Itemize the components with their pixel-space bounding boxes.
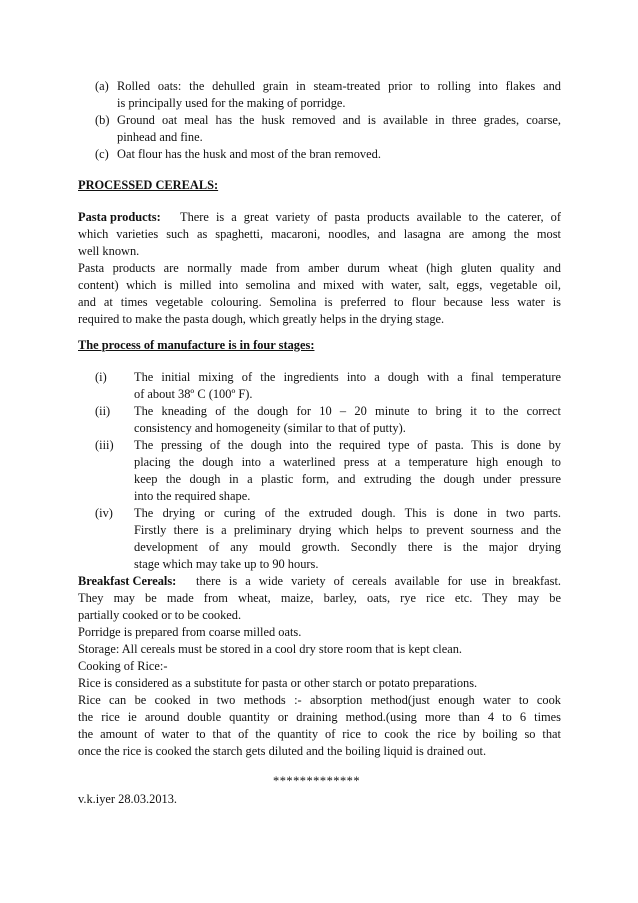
cooking-rice-heading: Cooking of Rice:- — [78, 659, 168, 673]
pasta-lead: Pasta products: — [78, 210, 161, 224]
stage-ii-line-1: The kneading of the dough for 10 – 20 minute to bring it to the correct — [134, 404, 561, 418]
stage-i-line-2: of about 38º C (100º F). — [134, 387, 253, 401]
breakfast-lead: Breakfast Cereals: — [78, 574, 177, 588]
porridge-line: Porridge is prepared from coarse milled oats. — [78, 625, 302, 639]
oats-item-c-label: (c) — [95, 147, 109, 161]
stage-iv-line-4: stage which may take up to 90 hours. — [134, 557, 319, 571]
storage-line: Storage: All cereals must be stored in a cool dry store room that is kept clean. — [78, 642, 463, 656]
stage-iv-label: (iv) — [95, 506, 113, 520]
oats-item-b-line-2: pinhead and fine. — [117, 130, 203, 144]
breakfast-line-2: They may be made from wheat, maize, barley, oats, rye rice etc. They may be — [78, 591, 561, 605]
breakfast-line-3: partially cooked or to be cooked. — [78, 608, 242, 622]
rice-line-5: once the rice is cooked the starch gets diluted and the boiling liquid is drained out. — [78, 744, 487, 758]
stage-i-line-1: The initial mixing of the ingredients into a dough with a final temperature — [134, 370, 561, 384]
stage-iii-line-3: keep the dough in a plastic form, and extruding the dough under pressure — [134, 472, 561, 486]
pasta-line-1: There is a great variety of pasta products available to the caterer, of — [180, 210, 561, 224]
oats-item-a-line-2: is principally used for the making of porridge. — [117, 96, 346, 110]
stage-iii-line-2: placing the dough into a waterlined press at a temperature high enough to — [134, 455, 561, 469]
stage-iii-label: (iii) — [95, 438, 114, 452]
pasta-line-5: content) which is milled into semolina and mixed with water, salt, eggs, vegetable oil, — [78, 278, 561, 292]
oats-item-c-line-1: Oat flour has the husk and most of the bran removed. — [117, 147, 381, 161]
pasta-line-6: and at times vegetable colouring. Semolina is preferred to flour because less water is — [78, 295, 561, 309]
separator-stars: ************* — [273, 774, 361, 788]
signature-line: v.k.iyer 28.03.2013. — [78, 792, 177, 806]
rice-line-2: Rice can be cooked in two methods :- absorption method(just enough water to cook — [78, 693, 561, 707]
stage-iv-line-2: Firstly there is a preliminary drying which helps to prevent sourness and the — [134, 523, 561, 537]
rice-line-1: Rice is considered as a substitute for pasta or other starch or potato preparations. — [78, 676, 478, 690]
stage-iii-line-4: into the required shape. — [134, 489, 251, 503]
pasta-line-7: required to make the pasta dough, which greatly helps in the drying stage. — [78, 312, 445, 326]
rice-line-3: the rice ie around double quantity or draining method.(using more than 4 to 6 times — [78, 710, 561, 724]
stage-ii-label: (ii) — [95, 404, 111, 418]
pasta-line-3: well known. — [78, 244, 140, 258]
oats-item-a-line-1: Rolled oats: the dehulled grain in steam-treated prior to rolling into flakes and — [117, 79, 561, 93]
stage-iv-line-1: The drying or curing of the extruded dough. This is done in two parts. — [134, 506, 561, 520]
stage-iii-line-1: The pressing of the dough into the required type of pasta. This is done by — [134, 438, 561, 452]
oats-item-b-label: (b) — [95, 113, 110, 127]
processed-cereals-heading: PROCESSED CEREALS: — [78, 178, 219, 192]
process-heading: The process of manufacture is in four stages: — [78, 338, 315, 352]
breakfast-line-1: there is a wide variety of cereals available for use in breakfast. — [196, 574, 561, 588]
pasta-line-4: Pasta products are normally made from amber durum wheat (high gluten quality and — [78, 261, 561, 275]
stage-ii-line-2: consistency and homogeneity (similar to that of putty). — [134, 421, 406, 435]
pasta-line-2: which varieties such as spaghetti, macaroni, noodles, and lasagna are among the most — [78, 227, 561, 241]
rice-line-4: the amount of water to that of the quantity of rice to cook the rice by boiling so that — [78, 727, 561, 741]
oats-item-a-label: (a) — [95, 79, 109, 93]
oats-item-b-line-1: Ground oat meal has the husk removed and is available in three grades, coarse, — [117, 113, 561, 127]
stage-iv-line-3: development of any mould growth. Secondly there is the major drying — [134, 540, 561, 554]
stage-i-label: (i) — [95, 370, 107, 384]
